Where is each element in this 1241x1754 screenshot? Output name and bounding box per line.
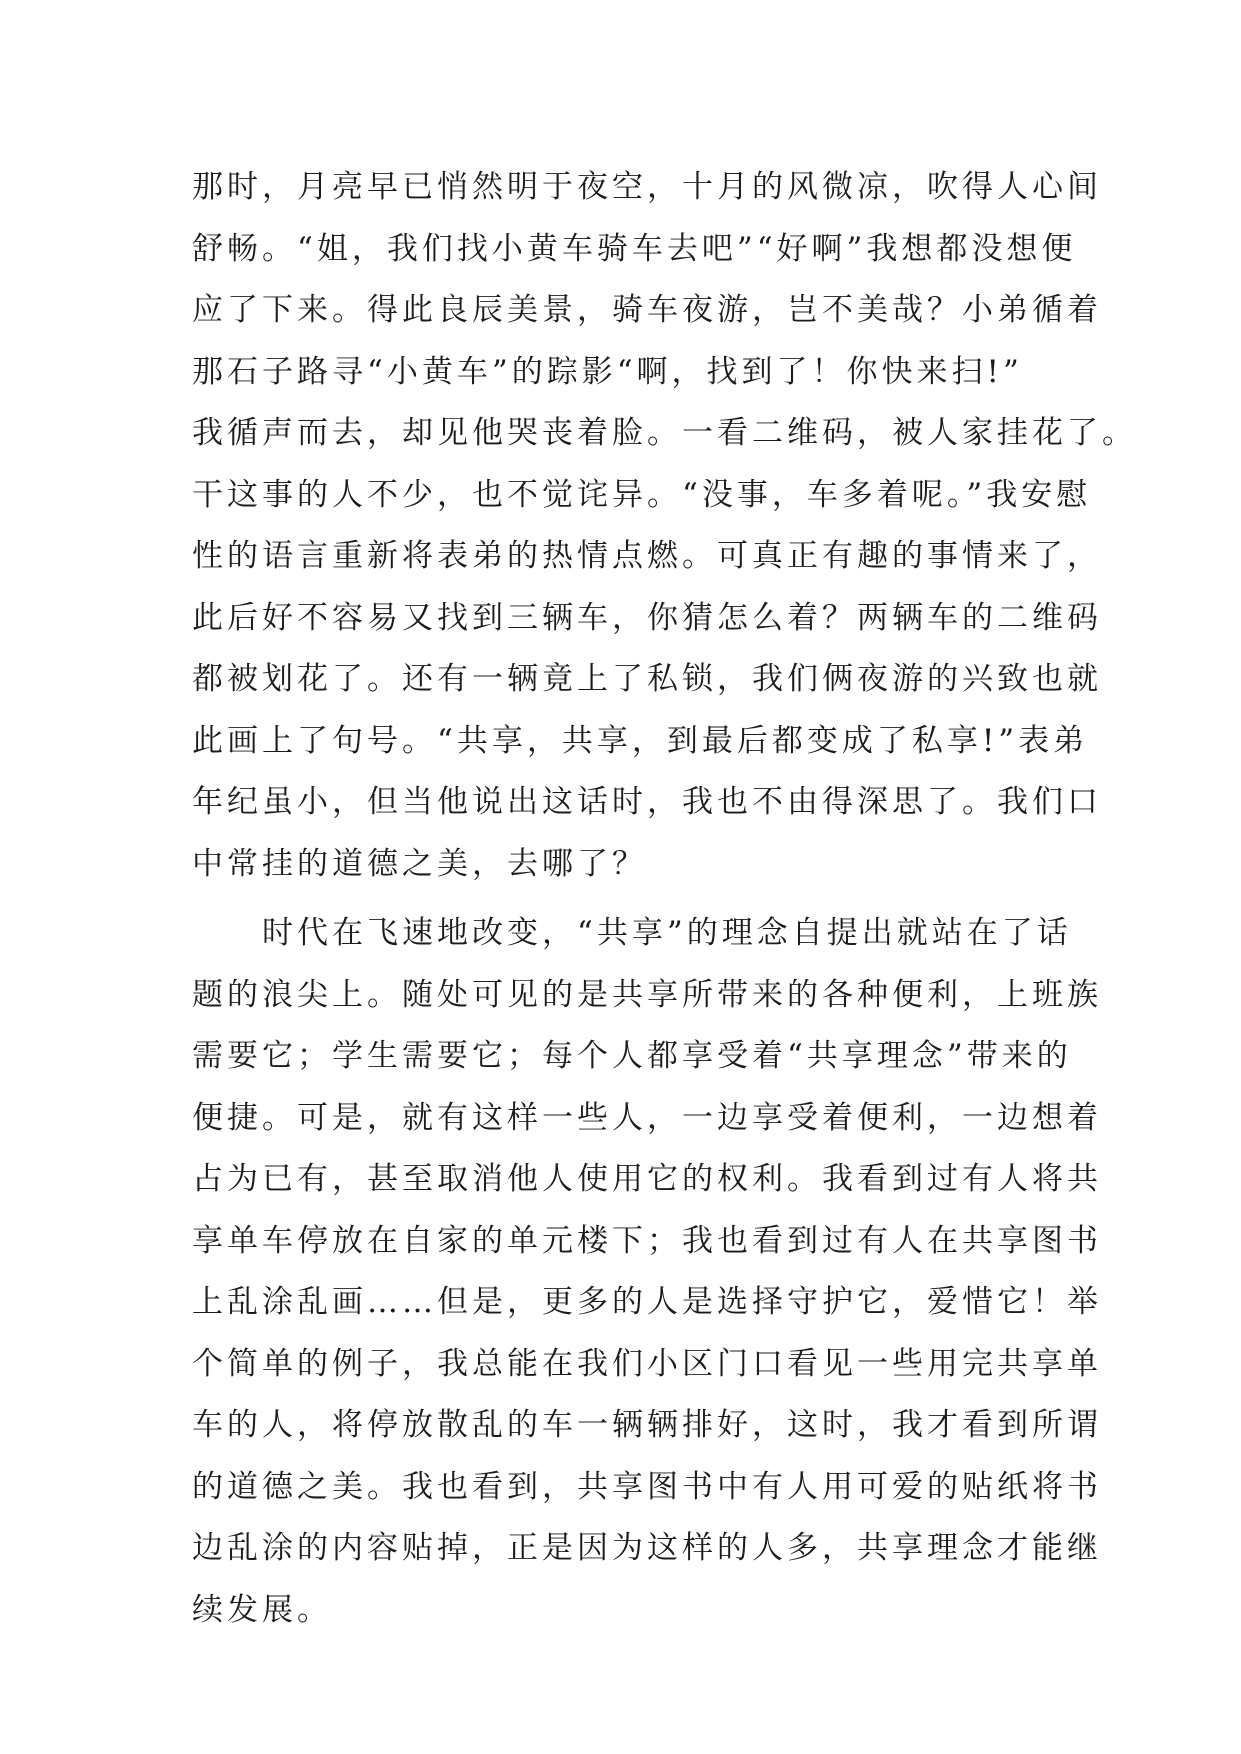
text-line: 此后好不容易又找到三辆车，你猜怎么着？两辆车的二维码 bbox=[192, 599, 1102, 636]
text-line: 那时，月亮早已悄然明于夜空，十月的风微凉，吹得人心间 bbox=[192, 169, 1102, 205]
text-line: 那石子路寻“小黄车”的踪影“啊，找到了！你快来扫!” bbox=[192, 353, 1023, 390]
text-line: 上乱涂乱画……但是，更多的人是选择守护它，爱惜它！举 bbox=[192, 1284, 1102, 1320]
text-line: 享单车停放在自家的单元楼下；我也看到过有人在共享图书 bbox=[192, 1222, 1102, 1259]
text-line: 我循声而去，却见他哭丧着脸。一看二维码，被人家挂花了。 bbox=[192, 415, 1137, 451]
text-line: 此画上了句号。“共享，共享，到最后都变成了私享!”表弟 bbox=[192, 722, 1089, 759]
text-line: 占为已有，甚至取消他人使用它的权利。我看到过有人将共 bbox=[192, 1161, 1102, 1197]
paragraph-1 bbox=[192, 157, 1137, 895]
text-line: 边乱涂的内容贴掉，正是因为这样的人多，共享理念才能继 bbox=[192, 1530, 1102, 1566]
document-body bbox=[192, 157, 1137, 1641]
text-line: 性的语言重新将表弟的热情点燃。可真正有趣的事情来了， bbox=[192, 538, 1102, 574]
text-line: 个简单的例子，我总能在我们小区门口看见一些用完共享单 bbox=[192, 1345, 1102, 1382]
text-line: 续发展。 bbox=[192, 1591, 332, 1628]
text-line: 舒畅。“姐，我们找小黄车骑车去吧”“好啊”我想都没想便 bbox=[192, 230, 1077, 267]
text-line: 年纪虽小，但当他说出这话时，我也不由得深思了。我们口 bbox=[192, 784, 1102, 820]
paragraph-2 bbox=[192, 903, 1102, 1641]
text-line: 都被划花了。还有一辆竟上了私锁，我们俩夜游的兴致也就 bbox=[192, 661, 1102, 697]
text-line: 车的人，将停放散乱的车一辆辆排好，这时，我才看到所谓 bbox=[192, 1407, 1102, 1443]
text-line: 需要它；学生需要它；每个人都享受着“共享理念”带来的 bbox=[192, 1038, 1072, 1074]
paragraph-gap bbox=[192, 895, 1058, 903]
text-line-indented: 时代在飞速地改变，“共享”的理念自提出就站在了话 bbox=[262, 915, 1072, 951]
text-line: 便捷。可是，就有这样一些人，一边享受着便利，一边想着 bbox=[192, 1099, 1102, 1136]
text-line: 应了下来。得此良辰美景，骑车夜游，岂不美哉？小弟循着 bbox=[192, 292, 1102, 328]
text-line: 中常挂的道德之美，去哪了？ bbox=[192, 845, 647, 882]
text-line: 题的浪尖上。随处可见的是共享所带来的各种便利，上班族 bbox=[192, 976, 1102, 1013]
text-line: 干这事的人不少，也不觉诧异。“没事，车多着呢。”我安慰 bbox=[192, 476, 1092, 513]
text-line: 的道德之美。我也看到，共享图书中有人用可爱的贴纸将书 bbox=[192, 1468, 1102, 1505]
